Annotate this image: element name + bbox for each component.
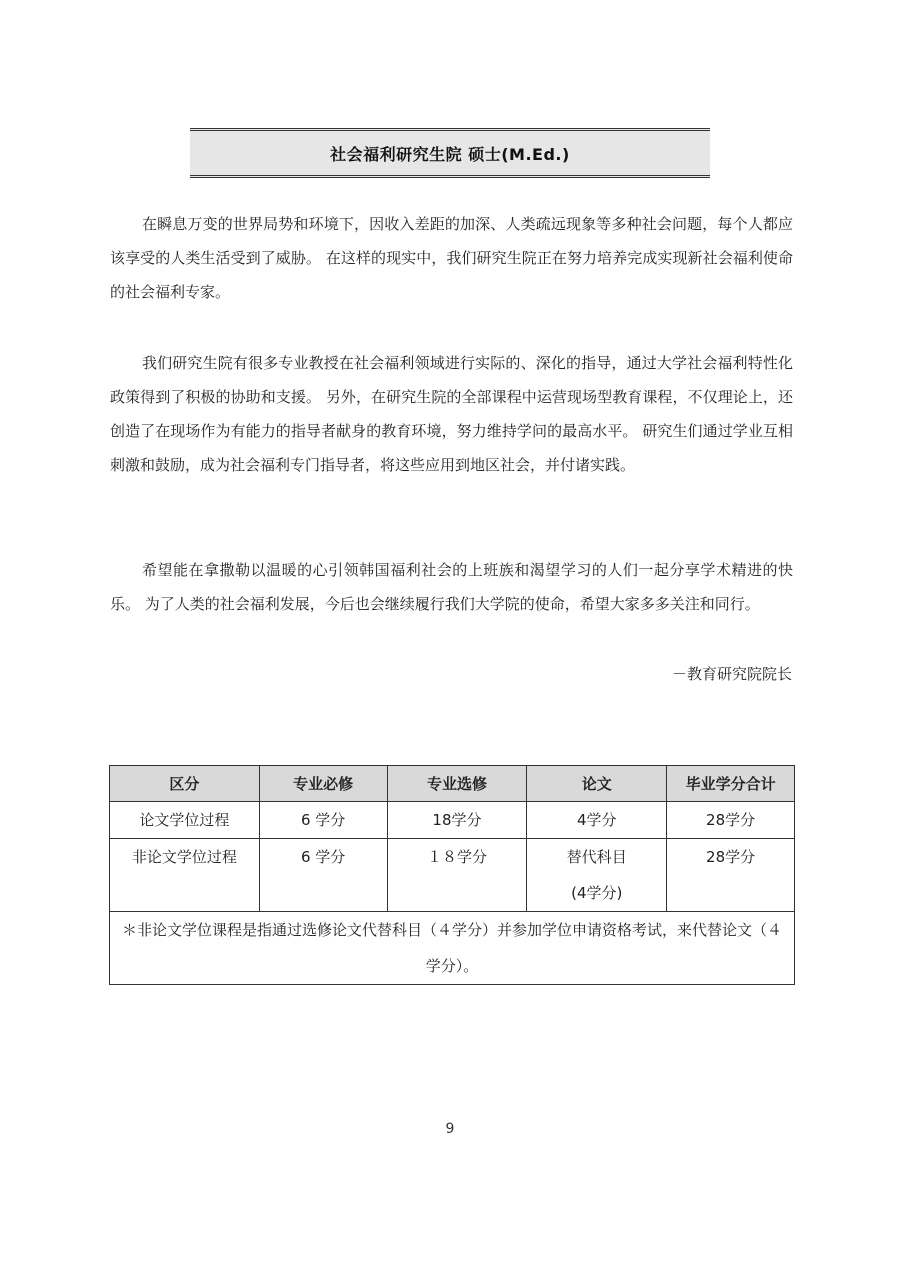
header-thesis: 论文	[527, 766, 667, 802]
signature: －教育研究院院长	[671, 665, 792, 683]
table-note: ＊非论文学位课程是指通过选修论文代替科目（４学分）并参加学位申请资格考试，来代替论文（４学分）。	[110, 912, 795, 985]
header-category: 区分	[110, 766, 260, 802]
cell-thesis-value: 4学分	[576, 811, 617, 829]
cell-required: 6 学分	[259, 839, 387, 912]
cell-required: 6 学分	[259, 802, 387, 839]
cell-total: 28学分	[667, 802, 795, 839]
faculty-paragraph: 我们研究生院有很多专业教授在社会福利领域进行实际的、深化的指导，通过大学社会福利特性化政策得到了积极的协助和支援。 另外，在研究生院的全部课程中运营现场型教育课程，不仅理论上，还创造了在现场作为有能力的指导者献身的教育环境，努力维持学问的最高水平。 研究生们通过学业互相刺激和鼓励，成为社会福利专门指导者，将这些应用到地区社会，并付诸实践。	[110, 354, 793, 474]
cell-thesis-sub: (4学分)	[571, 884, 623, 902]
header-elective: 专业选修	[387, 766, 527, 802]
table-row	[110, 839, 795, 912]
table-row	[110, 802, 795, 839]
cell-category: 非论文学位过程	[110, 839, 260, 912]
intro-paragraph: 在瞬息万变的世界局势和环境下，因收入差距的加深、人类疏远现象等多种社会问题，每个人都应该享受的人类生活受到了威胁。 在这样的现实中，我们研究生院正在努力培养完成实现新社会福利使命的社会福利专家。	[110, 215, 793, 301]
cell-thesis	[527, 802, 667, 839]
page-number: 9	[445, 1121, 455, 1137]
cell-elective: １８学分	[387, 839, 527, 912]
closing-paragraph: 希望能在拿撒勒以温暖的心引领韩国福利社会的上班族和渴望学习的人们一起分享学术精进的快乐。 为了人类的社会福利发展，今后也会继续履行我们大学院的使命，希望大家多多关注和同行。	[110, 561, 793, 613]
credits-table	[109, 765, 795, 985]
page-title: 社会福利研究生院 硕士(M.Ed.)	[330, 144, 570, 164]
cell-total: 28学分	[667, 839, 795, 912]
cell-thesis	[527, 839, 667, 912]
header-required: 专业必修	[259, 766, 387, 802]
cell-category: 论文学位过程	[110, 802, 260, 839]
cell-thesis-value: 替代科目	[566, 848, 627, 866]
table-note-row	[110, 912, 795, 985]
cell-elective: 18学分	[387, 802, 527, 839]
table-header-row	[110, 766, 795, 802]
header-total: 毕业学分合计	[667, 766, 795, 802]
title-banner	[190, 128, 710, 178]
